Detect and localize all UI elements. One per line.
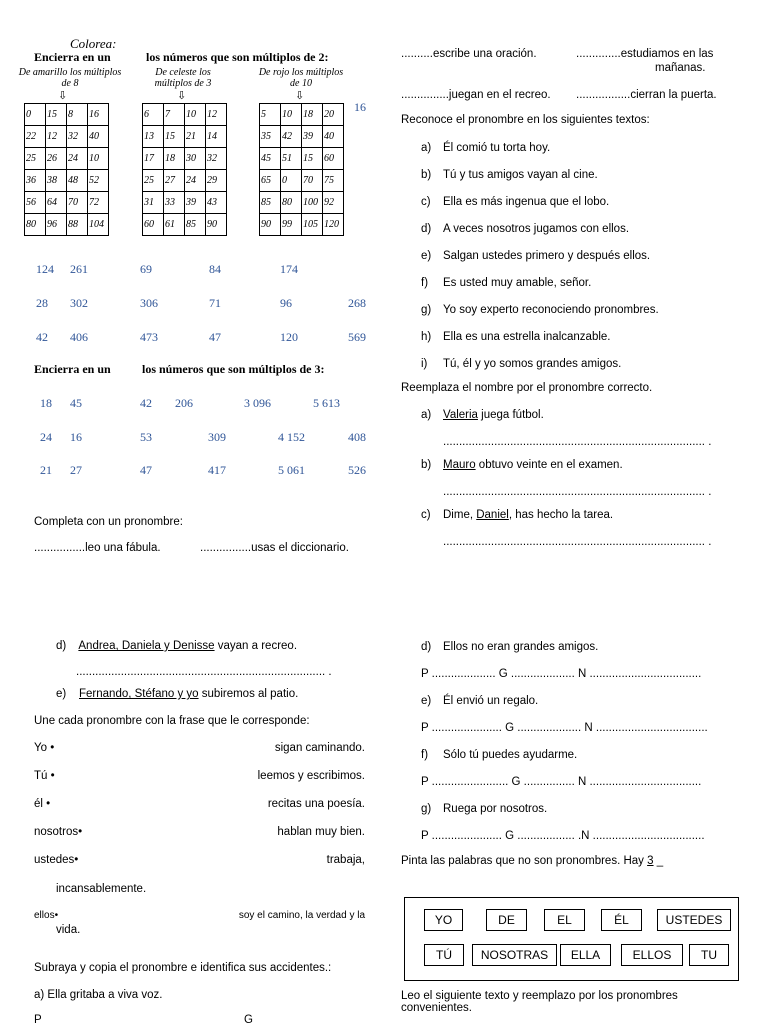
number-item: 302 [70, 296, 88, 310]
grid-cell: 75 [323, 170, 344, 192]
grid-cell: 105 [302, 214, 323, 236]
number-item: 408 [348, 430, 366, 444]
grid-cell: 70 [67, 192, 88, 214]
grid-row [143, 214, 227, 236]
sentence: Él envió un regalo. [443, 695, 539, 707]
grid-cell: 88 [67, 214, 88, 236]
grid-cell: 32 [206, 148, 227, 170]
down-arrow-icon: ⇩ [58, 90, 68, 102]
grid2-instruction: De celeste los múltiplos de 3 [154, 67, 212, 89]
bullet-icon: • [54, 910, 59, 921]
item-letter: g) [421, 304, 432, 316]
grid-row [260, 170, 344, 192]
phrase-option: trabaja, [326, 854, 365, 866]
stray-number: 16 [354, 100, 366, 114]
reemplaza-title: Reemplaza el nombre por el pronombre correcto. [401, 382, 653, 394]
item-text: subiremos al patio. [198, 688, 299, 700]
pronoun-option [34, 770, 55, 782]
pronoun-word-cell: NOSOTRAS [472, 944, 557, 966]
sentence [443, 409, 544, 421]
number-item: 27 [70, 463, 82, 477]
grid-cell: 42 [281, 126, 302, 148]
answer-line: .................................................................................. . [443, 486, 712, 498]
sentence-rest: juega fútbol. [477, 409, 544, 421]
grid-cell: 85 [260, 192, 281, 214]
grid-cell: 26 [46, 148, 67, 170]
answer-line: .................................................................................. . [443, 536, 712, 548]
grid-cell: 17 [143, 148, 164, 170]
fill-line-2a: ...............juegan en el recreo. [401, 89, 551, 101]
number-item: 206 [175, 396, 193, 410]
bullet-icon: • [74, 854, 79, 866]
grid-cell: 72 [88, 192, 109, 214]
grid-cell: 15 [164, 126, 185, 148]
pronoun-option [34, 854, 78, 866]
underlined-name: Valeria [443, 409, 478, 421]
grid-cell: 16 [88, 104, 109, 126]
grid-row [143, 170, 227, 192]
grid-cell: 18 [302, 104, 323, 126]
underlined-name: Fernando, Stéfano y yo [79, 688, 199, 700]
number-item: 24 [40, 430, 52, 444]
grid-cell: 90 [206, 214, 227, 236]
pronoun-word-cell: USTEDES [657, 909, 731, 931]
grid-row [143, 126, 227, 148]
grid-cell: 48 [67, 170, 88, 192]
grid-cell: 12 [46, 126, 67, 148]
encierra-label-3: Encierra en un [34, 362, 111, 376]
fill-line-1a: ..........escribe una oración. [401, 48, 537, 60]
completa-title: Completa con un pronombre: [34, 516, 183, 528]
multiples-2-heading: los números que son múltiplos de 2: [146, 50, 329, 64]
number-item: 42 [36, 330, 48, 344]
number-item: 5 613 [313, 396, 340, 410]
item-letter: c) [421, 509, 431, 521]
number-item: 406 [70, 330, 88, 344]
grid-cell: 12 [206, 104, 227, 126]
grid-row [260, 126, 344, 148]
pgn-line: P ........................ G ................ N ................................... [421, 776, 702, 788]
grid-row [25, 170, 109, 192]
grid-cell: 20 [323, 104, 344, 126]
pronoun-word-cell: TU [689, 944, 729, 966]
pronoun-option [34, 798, 50, 810]
pinta-count: 3 [647, 855, 654, 867]
sentence [443, 459, 623, 471]
grid-cell: 27 [164, 170, 185, 192]
number-item: 53 [140, 430, 152, 444]
grid-cell: 30 [185, 148, 206, 170]
grid-row [25, 104, 109, 126]
grid-row [25, 192, 109, 214]
answer-line: .................................................................................. . [443, 436, 712, 448]
number-item: 3 096 [244, 396, 271, 410]
number-item: 124 [36, 262, 54, 276]
answer-line-d: .............................................................................. . [76, 666, 332, 678]
number-item: 47 [209, 330, 221, 344]
grid-cell: 39 [185, 192, 206, 214]
item-letter: g) [421, 803, 432, 815]
grid-cell: 70 [302, 170, 323, 192]
match-continuation-1: incansablemente. [56, 883, 147, 895]
grid-cell: 8 [67, 104, 88, 126]
phrase-option: hablan muy bien. [277, 826, 365, 838]
pronoun-option [34, 910, 58, 921]
grid-row [143, 192, 227, 214]
grid-cell: 14 [206, 126, 227, 148]
number-item: 71 [209, 296, 221, 310]
leo-instruction: Leo el siguiente texto y reemplazo por los pronombres convenientes. [401, 990, 678, 1014]
multiples-3-heading: los números que son múltiplos de 3: [142, 362, 325, 376]
grid-row [143, 104, 227, 126]
pronoun-word: él [34, 798, 43, 810]
grid-cell: 24 [67, 148, 88, 170]
exercise-e [56, 688, 298, 700]
grid-cell: 60 [143, 214, 164, 236]
number-item: 84 [209, 262, 221, 276]
grid-cell: 35 [260, 126, 281, 148]
pronoun-word: ellos [34, 910, 55, 921]
reconoce-title: Reconoce el pronombre en los siguientes textos: [401, 114, 650, 126]
number-item: 45 [70, 396, 82, 410]
grid-row [143, 148, 227, 170]
grid3-instruction: De rojo los múltiplos de 10 [258, 67, 344, 89]
complete-line-a: ................leo una fábula. [34, 542, 161, 554]
grid-cell: 52 [88, 170, 109, 192]
number-item: 309 [208, 430, 226, 444]
grid-cell: 36 [25, 170, 46, 192]
item-letter: i) [421, 358, 428, 370]
down-arrow-icon: ⇩ [295, 90, 305, 102]
pgn-line: P ...................... G .................... N ................................... [421, 722, 708, 734]
number-item: 47 [140, 463, 152, 477]
number-item: 417 [208, 463, 226, 477]
phrase-option: soy el camino, la verdad y la [238, 910, 365, 921]
underlined-name: Andrea, Daniela y Denisse [78, 640, 215, 652]
grid-cell: 39 [302, 126, 323, 148]
match-continuation-2: vida. [56, 924, 81, 936]
pronoun-word-cell: DE [486, 909, 527, 931]
exercise-d [56, 640, 297, 652]
sentence: Ellos no eran grandes amigos. [443, 641, 599, 653]
grid-row [25, 214, 109, 236]
pinta-blank: _ [653, 855, 664, 867]
sentence: Él comió tu torta hoy. [443, 142, 551, 154]
number-grid-3 [259, 103, 344, 236]
number-item: 96 [280, 296, 292, 310]
pronoun-word-cell: EL [544, 909, 585, 931]
phrase-option: recitas una poesía. [267, 798, 365, 810]
grid-row [260, 192, 344, 214]
colorea-title: Colorea: [70, 36, 117, 51]
grid-cell: 45 [260, 148, 281, 170]
down-arrow-icon: ⇩ [177, 90, 187, 102]
grid-cell: 25 [25, 148, 46, 170]
underlined-name: Mauro [443, 459, 476, 471]
number-item: 120 [280, 330, 298, 344]
number-item: 4 152 [278, 430, 305, 444]
grid-cell: 96 [46, 214, 67, 236]
sentence: A veces nosotros jugamos con ellos. [443, 223, 630, 235]
pronoun-option [34, 826, 82, 838]
grid-cell: 22 [25, 126, 46, 148]
grid-cell: 51 [281, 148, 302, 170]
pgn-line: P ...................... G .................. .N ................................... [421, 830, 705, 842]
item-text: vayan a recreo. [214, 640, 298, 652]
sentence: Ella es una estrella inalcanzable. [443, 331, 611, 343]
item-letter: h) [421, 331, 432, 343]
grid-cell: 65 [260, 170, 281, 192]
item-letter: a) [421, 409, 432, 421]
phrase-option: leemos y escribimos. [257, 770, 365, 782]
sentence: Ruega por nosotros. [443, 803, 548, 815]
grid-cell: 0 [25, 104, 46, 126]
grid-cell: 104 [88, 214, 109, 236]
grid-cell: 56 [25, 192, 46, 214]
pronoun-word: nosotros [34, 826, 79, 838]
complete-line-b: ................usas el diccionario. [200, 542, 349, 554]
grid-row [260, 104, 344, 126]
underlined-name: Daniel [476, 509, 509, 521]
grid-cell: 100 [302, 192, 323, 214]
number-item: 268 [348, 296, 366, 310]
item-letter: a) [421, 142, 432, 154]
grid-cell: 32 [67, 126, 88, 148]
number-item: 28 [36, 296, 48, 310]
item-letter: d) [421, 223, 432, 235]
item-letter: c) [421, 196, 431, 208]
grid-cell: 40 [88, 126, 109, 148]
grid-cell: 85 [185, 214, 206, 236]
sentence: Salgan ustedes primero y después ellos. [443, 250, 651, 262]
grid-cell: 61 [164, 214, 185, 236]
grid-cell: 24 [185, 170, 206, 192]
number-item: 18 [40, 396, 52, 410]
number-item: 16 [70, 430, 82, 444]
item-letter: e) [56, 688, 67, 700]
grid-cell: 6 [143, 104, 164, 126]
grid-cell: 33 [164, 192, 185, 214]
grid-cell: 40 [323, 126, 344, 148]
fill-line-1b: ..............estudiamos en las [576, 48, 714, 60]
number-item: 569 [348, 330, 366, 344]
item-letter: f) [421, 749, 429, 761]
grid-cell: 92 [323, 192, 344, 214]
grid-cell: 99 [281, 214, 302, 236]
pronoun-option [34, 742, 54, 754]
number-item: 21 [40, 463, 52, 477]
grid-cell: 25 [143, 170, 164, 192]
grid-cell: 80 [281, 192, 302, 214]
number-item: 473 [140, 330, 158, 344]
sentence: Yo soy experto reconociendo pronombres. [443, 304, 659, 316]
number-item: 261 [70, 262, 88, 276]
pronoun-word: ustedes [34, 854, 75, 866]
pgn-line: P .................... G .................... N ................................... [421, 668, 702, 680]
grid-cell: 80 [25, 214, 46, 236]
bullet-icon: • [47, 770, 55, 782]
sentence: Tú, él y yo somos grandes amigos. [443, 358, 622, 370]
pronoun-word-cell: TÚ [424, 944, 464, 966]
number-item: 69 [140, 262, 152, 276]
number-item: 42 [140, 396, 152, 410]
item-letter: b) [421, 169, 432, 181]
bullet-icon: • [78, 826, 83, 838]
grid-cell: 10 [281, 104, 302, 126]
grid1-instruction: De amarillo los múltiplos de 8 [18, 67, 122, 89]
sentence: Es usted muy amable, señor. [443, 277, 592, 289]
sentence-rest: obtuvo veinte en el examen. [475, 459, 623, 471]
pinta-instruction [401, 855, 663, 867]
grid-row [25, 126, 109, 148]
grid-cell: 64 [46, 192, 67, 214]
pronoun-word: Yo [34, 742, 48, 754]
subraya-item-a: a) Ella gritaba a viva voz. [34, 989, 163, 1001]
number-item: 174 [280, 262, 298, 276]
grid-cell: 7 [164, 104, 185, 126]
subraya-p-label: P [34, 1014, 42, 1026]
grid-row [260, 214, 344, 236]
sentence: Ella es más ingenua que el lobo. [443, 196, 610, 208]
item-letter: e) [421, 695, 432, 707]
number-item: 526 [348, 463, 366, 477]
grid-cell: 15 [302, 148, 323, 170]
sentence [443, 509, 613, 521]
grid-cell: 18 [164, 148, 185, 170]
sentence: Sólo tú puedes ayudarme. [443, 749, 578, 761]
grid-cell: 5 [260, 104, 281, 126]
subraya-g-label: G [244, 1014, 253, 1026]
grid-cell: 0 [281, 170, 302, 192]
fill-line-1c: mañanas. [655, 62, 706, 74]
phrase-option: sigan caminando. [274, 742, 365, 754]
subraya-title: Subraya y copia el pronombre e identifica sus accidentes.: [34, 962, 332, 974]
item-letter: b) [421, 459, 432, 471]
item-letter: e) [421, 250, 432, 262]
grid-cell: 60 [323, 148, 344, 170]
grid-row [25, 148, 109, 170]
item-letter: f) [421, 277, 429, 289]
bullet-icon: • [42, 798, 51, 810]
grid-row [260, 148, 344, 170]
number-grid-2 [142, 103, 227, 236]
pronoun-word-cell: YO [424, 909, 463, 931]
item-letter: d) [421, 641, 432, 653]
grid-cell: 10 [88, 148, 109, 170]
pronoun-word-cell: ÉL [601, 909, 642, 931]
pronoun-word: Tú [34, 770, 48, 782]
pinta-text: Pinta las palabras que no son pronombres. Hay [401, 855, 648, 867]
number-grid-1 [24, 103, 109, 236]
fill-line-2b: .................cierran la puerta. [576, 89, 717, 101]
pronoun-word-cell: ELLOS [621, 944, 683, 966]
pronoun-word-cell: ELLA [560, 944, 611, 966]
grid-cell: 13 [143, 126, 164, 148]
bullet-icon: • [47, 742, 55, 754]
sentence-rest: , has hecho la tarea. [508, 509, 614, 521]
grid-cell: 21 [185, 126, 206, 148]
grid-cell: 31 [143, 192, 164, 214]
encierra-label: Encierra en un [34, 50, 111, 64]
grid-cell: 15 [46, 104, 67, 126]
sentence-prefix: Dime, [443, 509, 477, 521]
number-item: 306 [140, 296, 158, 310]
sentence: Tú y tus amigos vayan al cine. [443, 169, 598, 181]
grid-cell: 90 [260, 214, 281, 236]
grid-cell: 10 [185, 104, 206, 126]
grid-cell: 43 [206, 192, 227, 214]
grid-cell: 38 [46, 170, 67, 192]
une-title: Une cada pronombre con la frase que le corresponde: [34, 715, 310, 727]
grid-cell: 120 [323, 214, 344, 236]
grid-cell: 29 [206, 170, 227, 192]
item-letter: d) [56, 640, 67, 652]
number-item: 5 061 [278, 463, 305, 477]
